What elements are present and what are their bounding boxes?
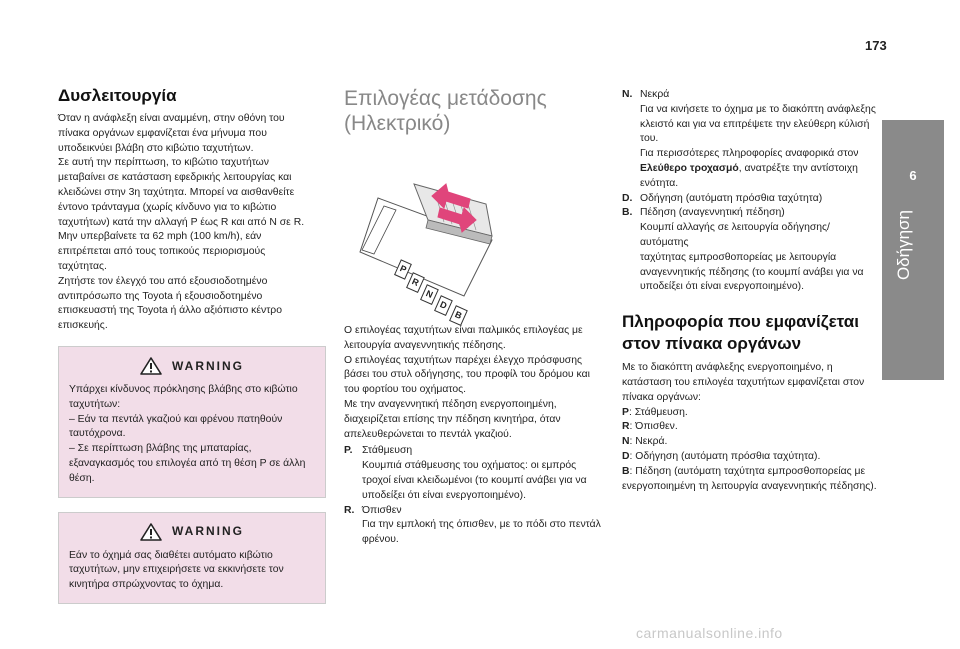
chapter-number: 6	[909, 168, 917, 183]
definition-key: B.	[622, 207, 633, 219]
info-item	[622, 435, 878, 450]
chapter-tab[interactable]	[882, 120, 944, 380]
text-line: ταυτόχρονα.	[69, 428, 126, 440]
text-line: απελευθερώνεται το πεντάλ γκαζιού.	[344, 428, 512, 440]
text-line: κινητήρα σπρώχνοντας το όχημα.	[69, 579, 224, 591]
warning-header	[69, 523, 315, 541]
gear-letter-p: P	[394, 259, 412, 279]
text-line: μεταβαίνει σε κατάσταση εφεδρικής λειτουργίας και	[58, 172, 292, 184]
definition-head: Πέδηση (αναγεννητική πέδηση)	[640, 207, 785, 219]
gear-definitions	[344, 444, 608, 548]
definition-neutral	[622, 88, 878, 103]
info-item	[622, 450, 878, 465]
definition-body	[344, 518, 608, 548]
info-item	[622, 406, 878, 421]
section-title-gear-selector	[344, 86, 608, 136]
warning-box-1	[58, 346, 326, 498]
warning-header	[69, 357, 315, 375]
malfunction-paragraph	[58, 112, 326, 334]
definition-reverse	[344, 504, 608, 519]
text-line: Εάν το όχημά σας διαθέτει αυτόματο κιβώτιο	[69, 549, 273, 561]
gear-selector-illustration	[344, 144, 608, 321]
text-line: θέση.	[69, 472, 95, 484]
text-line: Σε αυτή την περίπτωση, το κιβώτιο ταχυτήτων	[58, 157, 269, 169]
text-line: Μην υπερβαίνετε τα 62 mph (100 km/h), εάν	[58, 231, 262, 243]
gear-letter-d: D	[434, 295, 452, 315]
definition-head: Όπισθεν	[362, 504, 402, 516]
title-line: Πληροφορία που εμφανίζεται	[622, 312, 859, 332]
text-line: υποδεικνύει βλάβη στο κιβώτιο ταχυτήτων.	[58, 142, 254, 154]
gear-selector-paragraph	[344, 324, 608, 442]
text-line: επιτρέπεται από τους τοπικούς περιορισμούς	[58, 246, 266, 258]
section-title-instrument-info	[622, 311, 878, 355]
text-line: – Εάν τα πεντάλ γκαζιού και φρένου πατηθούν	[69, 413, 283, 425]
text-line: διαχειρίζεται επίσης την πέδηση κινητήρα, όταν	[344, 413, 561, 425]
text-line: Κουμπιά στάθμευσης του οχήματος: οι εμπρός	[362, 460, 577, 472]
info-text: : Νεκρά.	[629, 436, 668, 448]
text-line: κατάσταση του επιλογέα ταχυτήτων εμφανίζεται στον	[622, 376, 865, 388]
column-gear-selector	[344, 86, 608, 548]
text-line: υποδείξει ότι είναι ενεργοποιημένο).	[640, 281, 804, 293]
cross-reference-link[interactable]: Ελεύθερο τροχασμό	[640, 162, 739, 174]
definition-key: N.	[622, 89, 633, 100]
text-line: επισκευής.	[58, 320, 108, 332]
info-text: : Οδήγηση (αυτόματη πρόσθια ταχύτητα).	[629, 450, 821, 462]
info-text: : Στάθμευση.	[628, 406, 688, 418]
text-line: Όταν η ανάφλεξη είναι αναμμένη, στην οθόνη του	[58, 113, 285, 124]
text-line: αντιπρόσωπο της Toyota ή εξουσιοδοτημένο	[58, 290, 263, 302]
info-item	[622, 465, 878, 480]
gear-letter-b: B	[449, 305, 467, 325]
definition-head: Οδήγηση (αυτόματη πρόσθια ταχύτητα)	[640, 192, 823, 204]
warning-box-2	[58, 512, 326, 604]
definition-body	[622, 221, 878, 295]
text-line: έντονο τράνταγμα (χωρίς κίνδυνο για το κιβώτιο	[58, 201, 277, 213]
definition-park	[344, 444, 608, 459]
title-line: (Ηλεκτρικό)	[344, 112, 451, 135]
text-line: πίνακα οργάνων:	[622, 391, 701, 403]
text-line: Με το διακόπτη ανάφλεξης ενεργοποιημένο, η	[622, 362, 833, 374]
text-line: υποδείξει ότι είναι ενεργοποιημένο).	[362, 489, 526, 501]
info-key: B	[622, 465, 630, 477]
text-line: Για την εμπλοκή της όπισθεν, με το πόδι στο πεντάλ	[362, 519, 601, 531]
gear-letter-n: N	[420, 284, 438, 304]
text-line: βάσει του στυλ οδήγησης, του προφίλ του δρόμου και	[344, 369, 590, 381]
gear-letter-r: R	[406, 272, 424, 292]
chapter-label: Οδήγηση	[894, 210, 913, 281]
section-title-malfunction: Δυσλειτουργία	[58, 86, 177, 105]
text-line: τροχοί είναι κλειδωμένοι (το κουμπί ανάβει για να	[362, 474, 587, 486]
info-item	[622, 420, 878, 435]
text-line	[640, 162, 878, 177]
text-line: Για περισσότερες πληροφορίες αναφορικά στον	[640, 148, 859, 160]
text-line: ταχυτήτων, μην επιχειρήσετε να εκκινήσετε τον	[69, 564, 284, 576]
text-line: Ο επιλογέας ταχυτήτων είναι παλμικός επιλογέας με	[344, 325, 583, 336]
definition-head: Στάθμευση	[362, 445, 413, 457]
info-text: : Πέδηση (αυτόματη ταχύτητα εμπροσθοπορείας με	[629, 465, 866, 477]
page-number: 173	[865, 38, 887, 53]
definition-key: R.	[344, 504, 355, 516]
info-key: P	[622, 406, 629, 418]
watermark: carmanualsonline.info	[636, 625, 783, 641]
title-line: Επιλογέας μετάδοσης	[344, 87, 547, 110]
text-line: ταχυτήτων:	[69, 398, 121, 410]
text-line: Ο επιλογέας ταχυτήτων παρέχει έλεγχο πρόσφυσης	[344, 354, 582, 366]
title-line: στον πίνακα οργάνων	[622, 334, 802, 354]
text-line: ταχύτητας εμπροσθοπορείας με λειτουργία	[640, 251, 837, 263]
text-line: Ζητήστε τον έλεγχό του από εξουσιοδοτημένο	[58, 275, 268, 287]
text-line: λειτουργία αναγεννητικής πέδησης.	[344, 339, 506, 351]
text-line: επισκευαστή της Toyota ή άλλο αξιόπιστο κέντρο	[58, 305, 283, 317]
text-line: – Σε περίπτωση βλάβης της μπαταρίας,	[69, 443, 252, 455]
info-key: D	[622, 450, 630, 462]
info-key: R	[622, 421, 630, 433]
text-line: εξαναγκασμός του επιλογέα από τη θέση P σε άλλη	[69, 457, 306, 469]
definition-drive	[622, 192, 878, 207]
definition-brake	[622, 206, 878, 221]
text-line: Υπάρχει κίνδυνος πρόκλησης βλάβης στο κιβώτιο	[69, 383, 298, 395]
warning-label: WARNING	[172, 358, 244, 373]
text-line: Κουμπί αλλαγής σε λειτουργία οδήγησης/αυτόματης	[640, 222, 830, 248]
text-line: Για να κινήσετε το όχημα με το διακόπτη ανάφλεξης	[640, 103, 876, 115]
text-line: πίνακα οργάνων εμφανίζεται ένα μήνυμα που	[58, 127, 267, 139]
definition-body	[344, 459, 608, 503]
warning-label: WARNING	[172, 524, 244, 539]
warning-triangle-icon	[140, 523, 162, 541]
text-fragment: , ανατρέξτε την αντίστοιχη	[738, 162, 858, 174]
text-line: ενεργοποιημένη τη λειτουργία αναγεννητικής πέδησης).	[622, 480, 877, 492]
warning-triangle-icon	[140, 357, 162, 375]
instrument-info-paragraph	[622, 361, 878, 494]
info-key: N	[622, 436, 630, 448]
text-line: ενότητα.	[640, 177, 679, 189]
definition-head: Νεκρά	[640, 89, 670, 100]
gear-definitions-continued	[622, 88, 878, 295]
text-line: ταχύτητας.	[58, 260, 107, 272]
column-definitions-info	[622, 86, 878, 494]
text-line: κλειδώνει στην 3η ταχύτητα. Μπορεί να αισθανθείτε	[58, 186, 295, 198]
text-line: του.	[640, 133, 659, 145]
text-line: κλειστό και για να επιτρέψετε την ελεύθερη κύλισή	[640, 118, 870, 130]
definition-body	[622, 103, 878, 192]
text-line: φρένου.	[362, 534, 399, 546]
definition-key: D.	[622, 192, 633, 204]
text-line: αναγεννητικής πέδησης (το κουμπί ανάβει για να	[640, 266, 864, 278]
info-text: : Όπισθεν.	[629, 421, 678, 433]
text-line: του φορτίου του οχήματος.	[344, 384, 467, 396]
text-line: Με την αναγεννητική πέδηση ενεργοποιημένη,	[344, 398, 557, 410]
definition-key: P.	[344, 445, 353, 457]
column-malfunction	[58, 86, 326, 604]
gear-selector-drawing	[344, 144, 608, 314]
text-line: ταχυτήτων) κατά την αλλαγή P έως R και από N σε R.	[58, 216, 305, 228]
